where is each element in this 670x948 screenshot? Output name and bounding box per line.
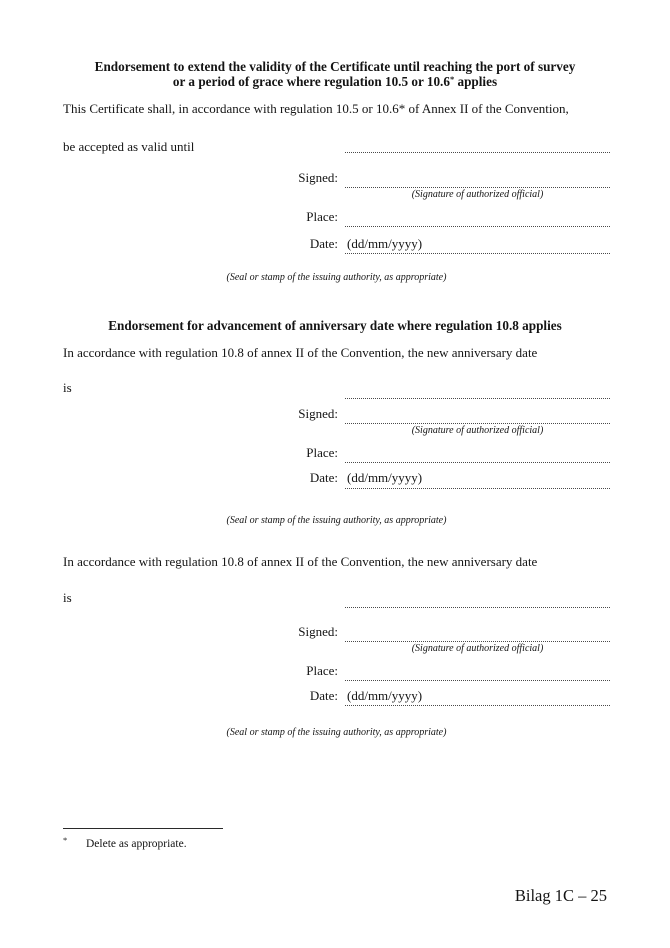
date-blank-field-1 xyxy=(345,253,610,254)
date-blank-field-2 xyxy=(345,488,610,489)
place-label-1: Place: xyxy=(306,209,338,224)
extend-title-line2-post: applies xyxy=(454,74,498,89)
signed-blank-field-1 xyxy=(345,187,610,188)
signed-label-3: Signed: xyxy=(298,624,338,639)
signature-note-3: (Signature of authorized official) xyxy=(411,643,544,654)
seal-note-2: (Seal or stamp of the issuing authority, as appropriate) xyxy=(226,515,447,526)
extend-body-text: This Certificate shall, in accordance with regulation 10.5 or 10.6* of Annex II of the Convention, xyxy=(63,101,569,116)
place-label-2: Place: xyxy=(306,445,338,460)
signature-note-1: (Signature of authorized official) xyxy=(411,189,544,200)
signed-label-1: Signed: xyxy=(298,170,338,185)
extend-title-line2-pre: or a period of grace where regulation 10.5 or 10.6 xyxy=(172,74,450,89)
place-label-3: Place: xyxy=(306,663,338,678)
signed-blank-field-3 xyxy=(345,641,610,642)
anniversary-title: Endorsement for advancement of anniversary date where regulation 10.8 applies xyxy=(108,318,562,333)
date-format-hint-2: (dd/mm/yyyy) xyxy=(347,470,423,485)
date-format-hint-1: (dd/mm/yyyy) xyxy=(347,236,423,251)
signed-label-2: Signed: xyxy=(298,406,338,421)
anniversary-is-label-2: is xyxy=(63,590,72,605)
date-blank-field-3 xyxy=(345,705,610,706)
place-blank-field-3 xyxy=(345,680,610,681)
footnote-marker: * xyxy=(63,835,68,845)
anniversary-body-1: In accordance with regulation 10.8 of annex II of the Convention, the new anniversary date xyxy=(63,345,538,360)
page-number: Bilag 1C – 25 xyxy=(514,886,607,905)
signed-blank-field-2 xyxy=(345,423,610,424)
extend-title-line2 xyxy=(0,74,670,90)
footnote-text: Delete as appropriate. xyxy=(86,838,187,850)
seal-note-3: (Seal or stamp of the issuing authority, as appropriate) xyxy=(226,727,447,738)
date-label-1: Date: xyxy=(309,236,338,251)
asterisk-superscript: * xyxy=(449,74,455,84)
footnote-divider xyxy=(63,828,223,829)
place-blank-field-1 xyxy=(345,226,610,227)
anniversary-date-blank-field-2 xyxy=(345,607,610,608)
signature-note-2: (Signature of authorized official) xyxy=(411,425,544,436)
valid-until-label: be accepted as valid until xyxy=(63,139,195,154)
date-format-hint-3: (dd/mm/yyyy) xyxy=(347,688,423,703)
anniversary-body-2: In accordance with regulation 10.8 of annex II of the Convention, the new anniversary date xyxy=(63,554,538,569)
anniversary-date-blank-field-1 xyxy=(345,398,610,399)
date-label-2: Date: xyxy=(309,470,338,485)
place-blank-field-2 xyxy=(345,462,610,463)
seal-note-1: (Seal or stamp of the issuing authority, as appropriate) xyxy=(226,272,447,283)
valid-until-blank-field xyxy=(345,152,610,153)
date-label-3: Date: xyxy=(309,688,338,703)
extend-title-line1: Endorsement to extend the validity of the Certificate until reaching the port of survey xyxy=(94,59,576,74)
anniversary-is-label-1: is xyxy=(63,380,72,395)
